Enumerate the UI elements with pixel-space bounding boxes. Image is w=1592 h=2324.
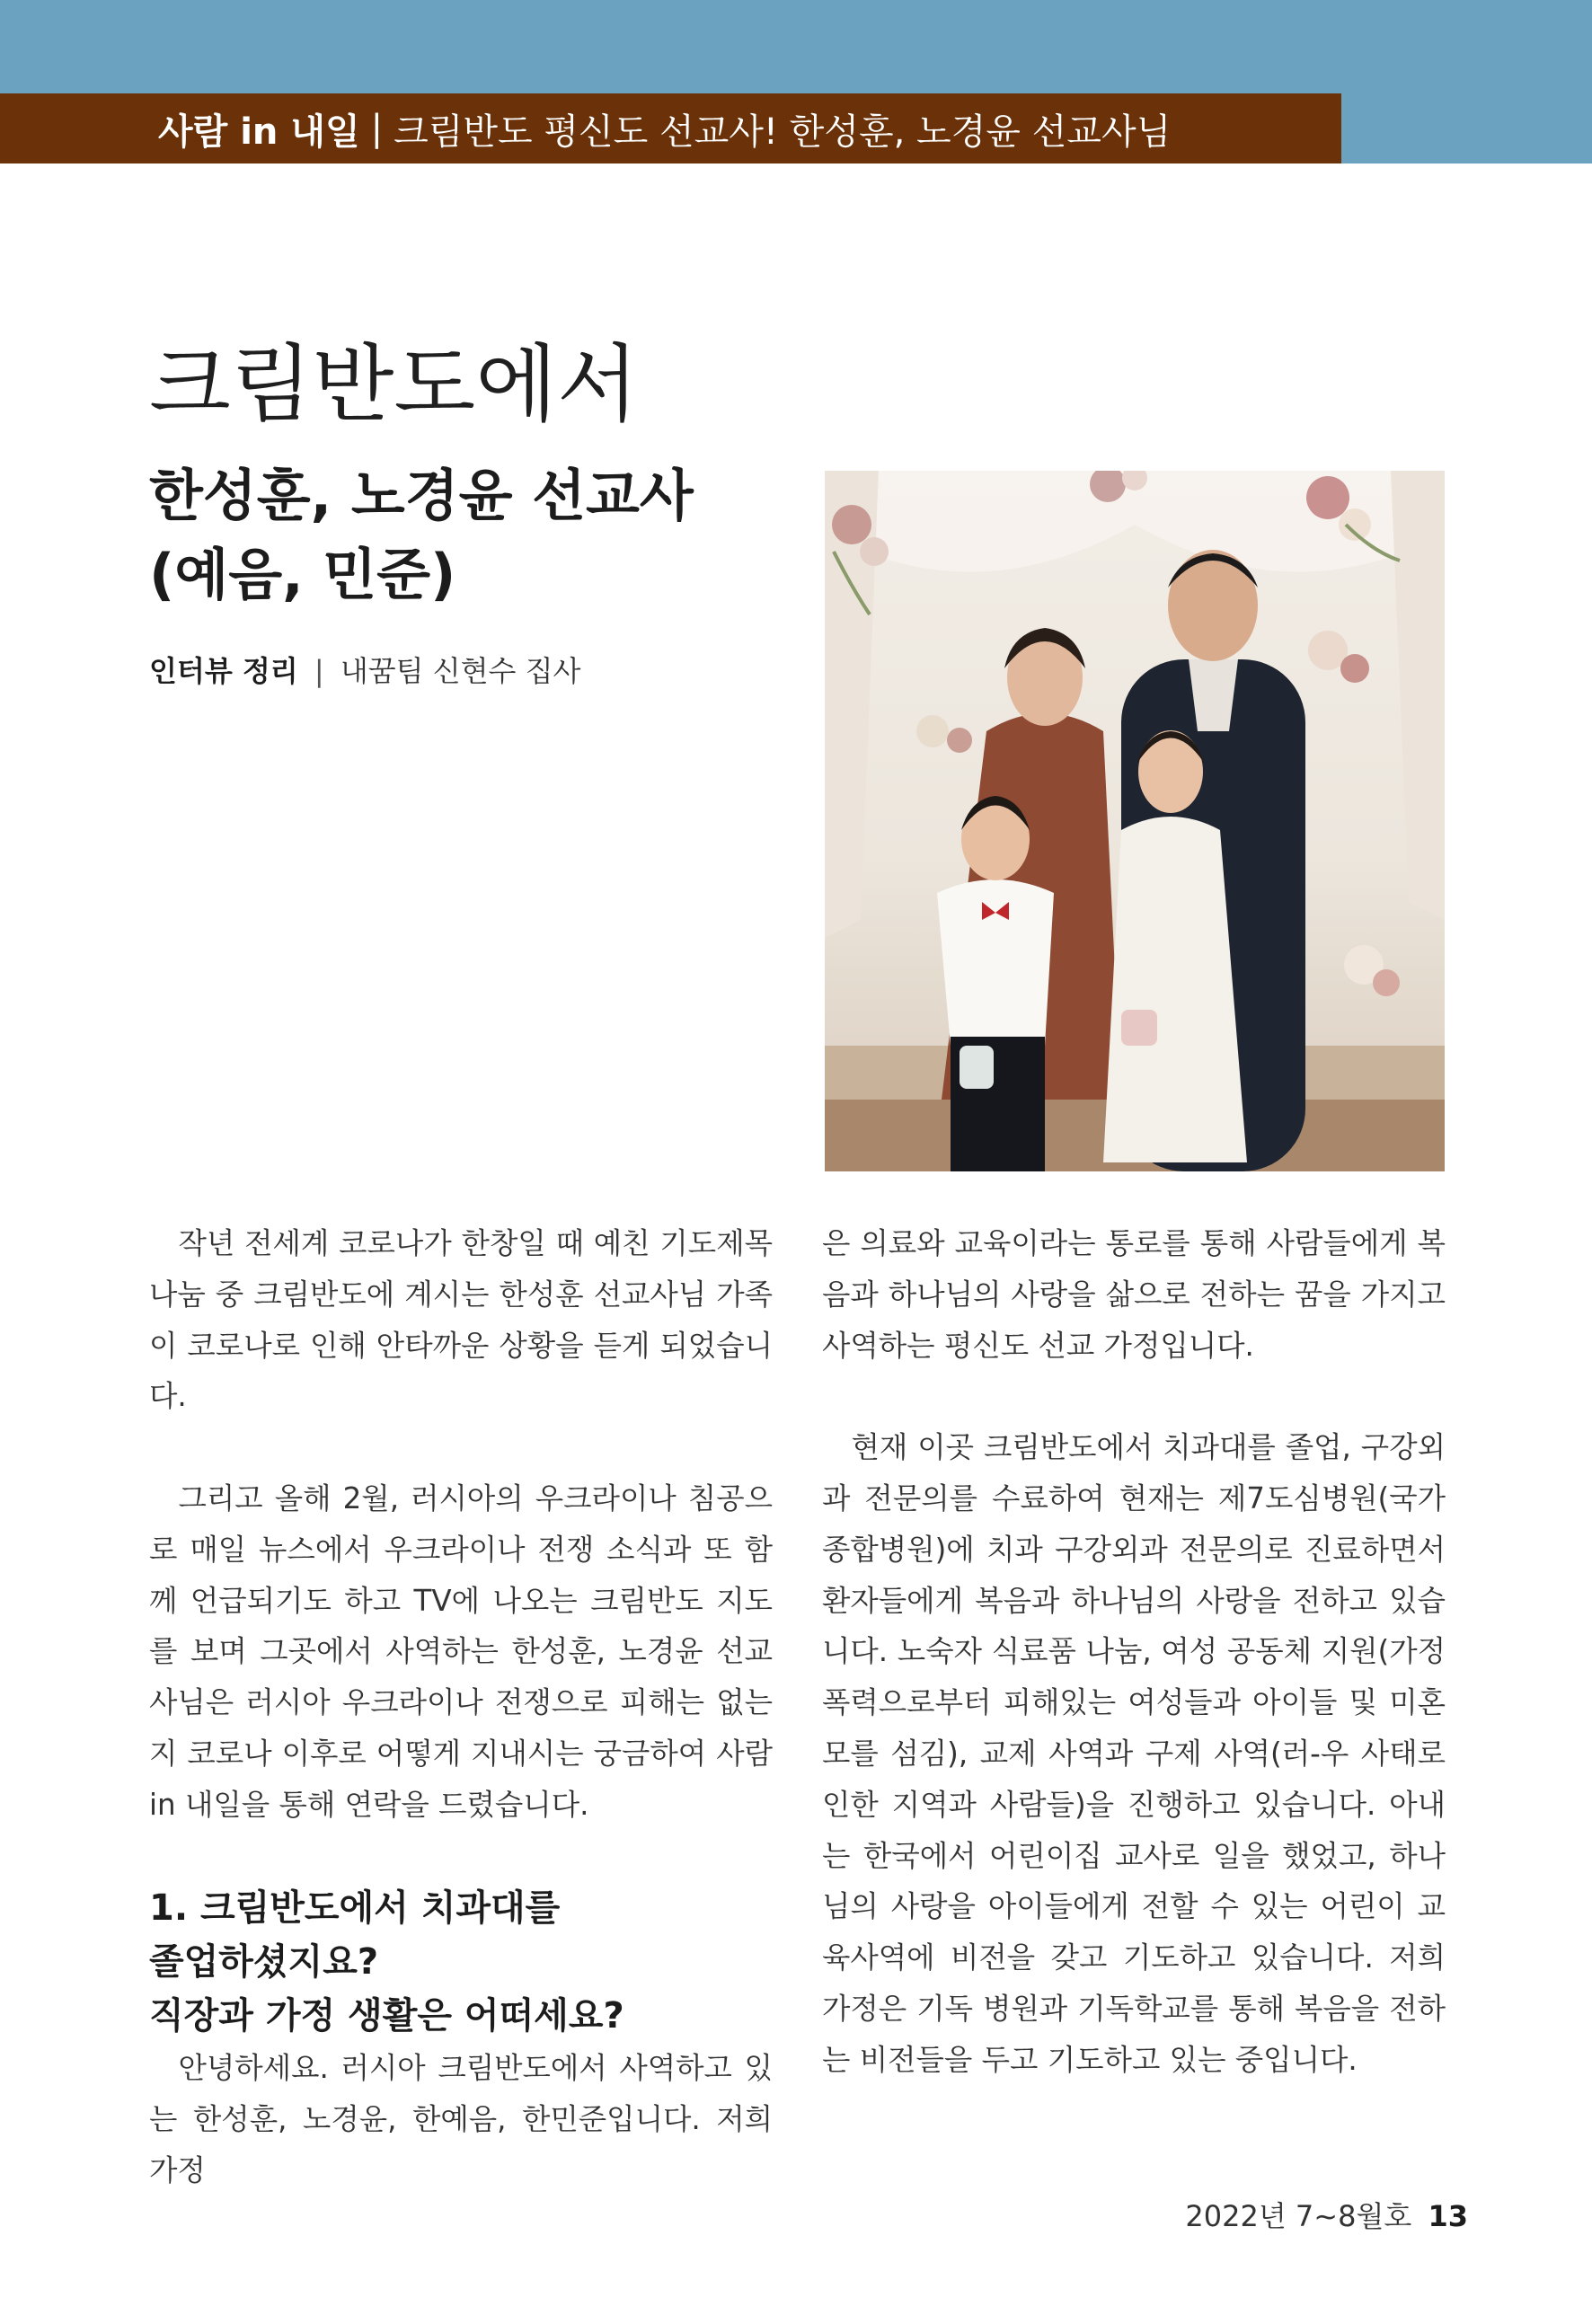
- paragraph-intro-2: 그리고 올해 2월, 러시아의 우크라이나 침공으로 매일 뉴스에서 우크라이나 전쟁 소식과 또 함께 언급되기도 하고 TV에 나오는 크림반도 지도를 보며 그곳에서 사역하는 한성훈, 노경윤 선교사님은 러시아 우크라이나 전쟁으로 피해는 없는지 코로나 이후로 어떻게 지내시는 궁금하여 사람 in 내일을 통해 연락을 드렸습니다.: [149, 1480, 773, 1822]
- interview-credit: [149, 649, 580, 690]
- family-photo-illustration: [825, 471, 1445, 1171]
- answer-1-paragraph: 안녕하세요. 러시아 크림반도에서 사역하고 있는 한성훈, 노경윤, 한예음, 한민준입니다. 저희 가정: [149, 2051, 773, 2187]
- page-footer: [1185, 2194, 1468, 2235]
- section-title: 크림반도 평신도 선교사! 한성훈, 노경윤 선교사님: [394, 110, 1172, 153]
- question-1-heading: [149, 1881, 773, 2043]
- paragraph-spacer: [822, 1371, 1446, 1422]
- article-subtitle: [149, 456, 796, 614]
- article-title: 크림반도에서: [149, 336, 639, 434]
- credit-value: 내꿈팀 신현수 집사: [340, 654, 581, 688]
- body-column-right: [822, 1218, 1446, 2086]
- issue-label: 2022년 7~8월호: [1185, 2199, 1412, 2233]
- question-1-line-2: 직장과 가정 생활은 어떠세요?: [149, 1995, 624, 2037]
- page-number: 13: [1428, 2199, 1468, 2233]
- paragraph-spacer: [149, 1831, 773, 1882]
- header-separator: |: [370, 108, 384, 149]
- subtitle-line-1: 한성훈, 노경윤 선교사: [149, 463, 694, 528]
- paragraph-spacer: [149, 1422, 773, 1473]
- answer-1-continued: 은 의료와 교육이라는 통로를 통해 사람들에게 복음과 하나님의 사랑을 삶으로 전하는 꿈을 가지고 사역하는 평신도 선교 가정입니다.: [822, 1226, 1446, 1363]
- body-column-left: [149, 1218, 773, 2196]
- section-name: 사람 in 내일: [158, 110, 360, 153]
- section-header-ribbon: [0, 93, 1341, 163]
- question-1-line-1: 1. 크림반도에서 치과대를 졸업하셨지요?: [149, 1887, 561, 1984]
- credit-label: 인터뷰 정리: [149, 654, 298, 688]
- family-photo: [825, 471, 1445, 1171]
- subtitle-line-2: (예음, 민준): [149, 542, 456, 607]
- paragraph-intro-1: 작년 전세계 코로나가 한창일 때 예친 기도제목 나눔 중 크림반도에 계시는 한성훈 선교사님 가족이 코로나로 인해 안타까운 상황을 듣게 되었습니다.: [149, 1226, 773, 1414]
- credit-separator: |: [314, 654, 324, 688]
- answer-1-paragraph-2: 현재 이곳 크림반도에서 치과대를 졸업, 구강외과 전문의를 수료하여 현재는 제7도심병원(국가종합병원)에 치과 구강외과 전문의로 진료하면서 환자들에게 복음과 하나님의 사랑을 전하고 있습니다. 노숙자 식료품 나눔, 여성 공동체 지원(가정폭력으로부터 피해있는 여성들과 아이들 및 미혼모를 섬김), 교제 사역과 구제 사역(러-우 사태로 인한 지역과 사람들)을 진행하고 있습니다. 아내는 한국에서 어린이집 교사로 일을 했었고, 하나님의 사랑을 아이들에게 전할 수 있는 어린이 교육사역에 비전을 갖고 기도하고 있습니다. 저희 가정은 기독 병원과 기독학교를 통해 복음을 전하는 비전들을 두고 기도하고 있는 중입니다.: [822, 1430, 1446, 2077]
